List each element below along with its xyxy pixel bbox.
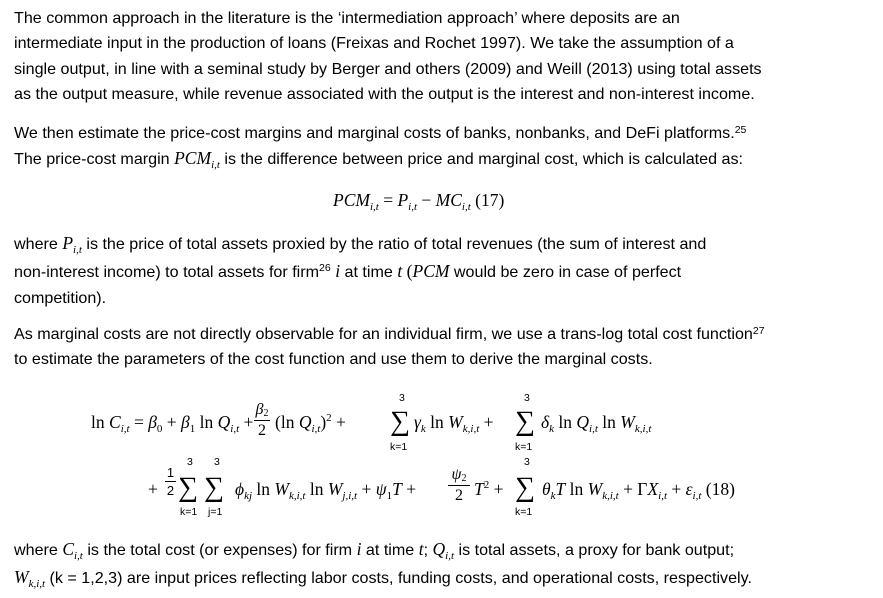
text-line: where: [14, 235, 63, 253]
text-line: As marginal costs are not directly observable for an individual firm, we use a trans-log total cost function: [14, 325, 753, 343]
fraction-psi2-over-2: $\psi_2$ 2: [448, 466, 470, 505]
equation-number: (18): [705, 479, 735, 499]
text-line: where: [14, 541, 63, 559]
text-line: non-interest income) to total assets for firm: [14, 263, 320, 282]
text-line: is the price of total assets proxied by the ratio of total revenues (the sum of interest and: [81, 235, 707, 253]
text-line: at time: [361, 541, 419, 559]
math-inline: $P_{i,t}$: [62, 233, 82, 256]
math-inline: t: [397, 261, 403, 282]
text-line: competition).: [14, 288, 107, 307]
text-line: is total assets, a proxy for bank output;: [454, 541, 735, 559]
math-inline: $PCM_{i,t}$: [174, 148, 220, 172]
summation-symbol: ∑: [390, 406, 410, 437]
math-inline: t: [418, 539, 424, 559]
text-line: single output, in line with a seminal study by Berger and others (2009) and Weill (2013) using total assets: [14, 59, 762, 78]
summation-symbol: ∑: [204, 472, 224, 503]
footnote-marker: 25: [734, 124, 747, 136]
sum-upper-limit: 3: [399, 392, 405, 404]
math-inline: i: [356, 539, 362, 559]
text-line: would be zero in case of perfect: [449, 263, 682, 282]
fraction-beta2-over-2: $\beta_2$ 2: [255, 401, 269, 439]
text-line: The price-cost margin: [14, 150, 175, 169]
fraction-one-half: 1 2: [166, 465, 175, 498]
text-line: intermediate input in the production of loans (Freixas and Rochet 1997). We take the assumption of a: [14, 34, 734, 53]
math-inline: i: [335, 261, 341, 282]
sum-lower-limit: k=1: [180, 506, 198, 518]
sum-lower-limit: j=1: [208, 506, 223, 518]
text-line: The common approach in the literature is the ‘intermediation approach’ where deposits are an: [14, 9, 680, 27]
math-inline: $W_{k,i,t}$: [14, 567, 46, 591]
summation-symbol: ∑: [515, 406, 535, 437]
paragraph-price-cost-margin: [14, 121, 876, 175]
sum-upper-limit: 3: [187, 456, 193, 468]
sum-lower-limit: k=1: [515, 441, 533, 453]
sum-lower-limit: k=1: [390, 441, 408, 453]
paragraph-translog: [14, 322, 876, 373]
text-line: at time: [340, 263, 398, 282]
summation-symbol: ∑: [515, 472, 535, 503]
text-line: (k = 1,2,3) are input prices reflecting labor costs, funding costs, and operational costs, respectively.: [45, 569, 752, 588]
text-line: to estimate the parameters of the cost function and use them to derive the marginal costs.: [14, 350, 653, 369]
equation-17: $PCM_{i,t} = P_{i,t} - MC_{i,t}$ (17): [333, 190, 505, 213]
text-line: is the total cost (or expenses) for firm: [82, 541, 357, 559]
text-line: is the difference between price and marginal cost, which is calculated as:: [219, 150, 743, 169]
footnote-marker: 27: [752, 325, 765, 337]
sum-upper-limit: 3: [524, 456, 530, 468]
math-inline: $C_{i,t}$: [62, 539, 83, 562]
footnote-marker: 26: [319, 262, 331, 275]
math-inline: $Q_{i,t}$: [432, 539, 455, 562]
text-line: We then estimate the price-cost margins and marginal costs of banks, nonbanks, and DeFi platforms.: [14, 124, 735, 142]
sum-upper-limit: 3: [524, 392, 530, 404]
sum-lower-limit: k=1: [515, 506, 533, 518]
paragraph-cost-definitions: where $C_{i,t}$ is the total cost (or expenses) for firm i at time t; $Q_{i,t}$ is total assets, a proxy for bank output; $W_{k,i,t}$ (k = 1,2,3) are input prices reflecting labor costs, funding costs, and operational costs, respectively.: [14, 539, 752, 591]
text-line: as the output measure, while revenue associated with the output is the interest and non-interest income.: [14, 85, 755, 104]
sum-upper-limit: 3: [214, 456, 220, 468]
math-inline: (PCM: [406, 261, 450, 282]
summation-symbol: ∑: [178, 472, 198, 503]
paragraph-intermediation: [14, 6, 876, 108]
paragraph-price-definition: [14, 231, 876, 311]
equation-number: (17): [475, 190, 505, 210]
